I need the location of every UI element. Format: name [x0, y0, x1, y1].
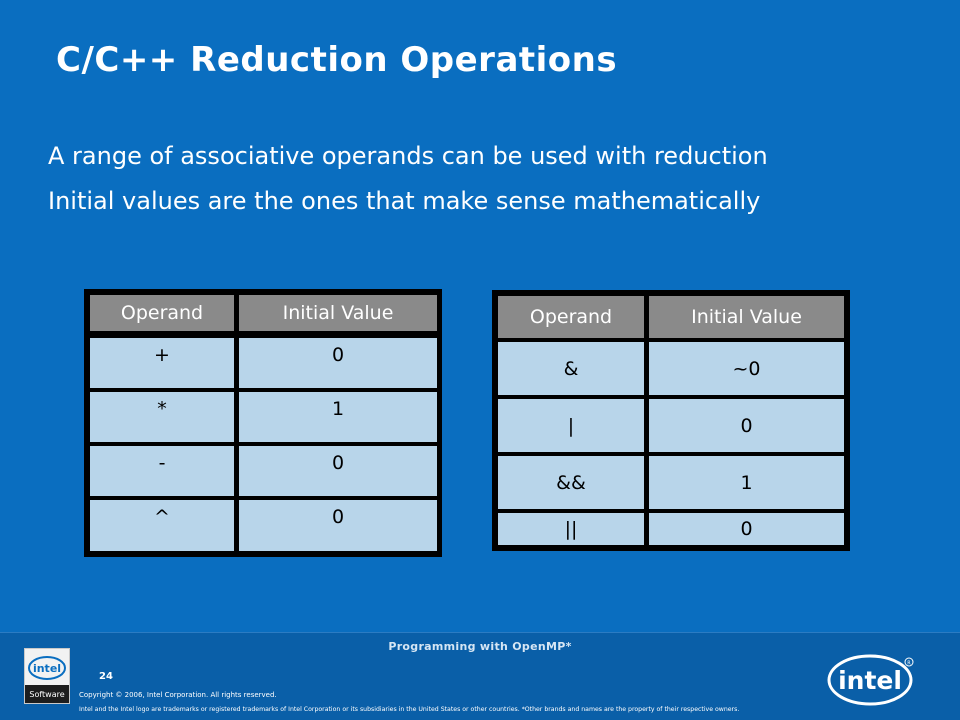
svg-text:intel: intel: [32, 662, 62, 675]
copyright-text: Copyright © 2006, Intel Corporation. All rights reserved.: [79, 691, 277, 699]
table-right-operand-3: &&: [498, 456, 644, 509]
bullet-1: A range of associative operands can be used with reduction: [48, 142, 768, 170]
table-left-operand-4: ^: [90, 500, 234, 551]
svg-text:intel: intel: [838, 666, 902, 695]
bullet-2: Initial values are the ones that make sense mathematically: [48, 187, 761, 215]
table-right-header-operand: Operand: [498, 296, 644, 338]
table-right-value-3: 1: [649, 456, 844, 509]
badge-software-label: Software: [25, 685, 69, 703]
table-left-value-1: 0: [239, 338, 437, 388]
presentation-title: Programming with OpenMP*: [388, 640, 572, 653]
slide-title: C/C++ Reduction Operations: [56, 40, 618, 80]
table-left-value-3: 0: [239, 446, 437, 496]
table-right-operand-1: &: [498, 342, 644, 395]
table-left-operand-1: +: [90, 338, 234, 388]
intel-software-badge: [24, 648, 70, 704]
operand-table-right: [492, 290, 850, 551]
table-left-value-2: 1: [239, 392, 437, 442]
table-right-value-4: 0: [649, 513, 844, 545]
operand-table-left: [84, 289, 442, 557]
table-left-operand-2: *: [90, 392, 234, 442]
footer-divider: [0, 632, 960, 633]
svg-text:R: R: [907, 660, 911, 667]
table-right-value-2: 0: [649, 399, 844, 452]
table-left-header-operand: Operand: [90, 295, 234, 331]
table-right-header-initial: Initial Value: [649, 296, 844, 338]
intel-logo-icon: [826, 648, 918, 708]
table-right-operand-4: ||: [498, 513, 644, 545]
table-right-value-1: ~0: [649, 342, 844, 395]
page-number: 24: [99, 671, 113, 682]
table-left-value-4: 0: [239, 500, 437, 551]
trademark-text: Intel and the Intel logo are trademarks or registered trademarks of Intel Corporation or its subsidiaries in the United States or other countries. *Other brands and names are the property of their respective owners.: [79, 706, 740, 713]
intel-badge-logo-icon: [27, 651, 67, 685]
table-left-operand-3: -: [90, 446, 234, 496]
table-right-operand-2: |: [498, 399, 644, 452]
table-left-header-initial: Initial Value: [239, 295, 437, 331]
